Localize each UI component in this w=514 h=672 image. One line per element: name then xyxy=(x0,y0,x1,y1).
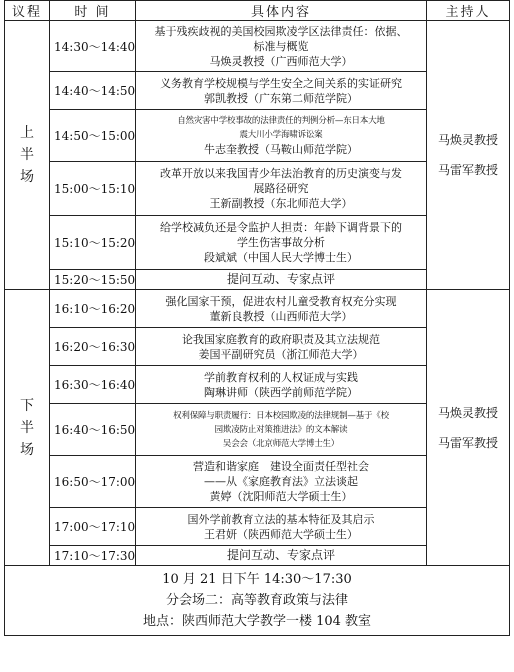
time-cell: 14:30～14:40 xyxy=(50,21,136,72)
footer-row xyxy=(5,566,510,636)
qa-break: 提问互动、专家点评 xyxy=(136,270,427,290)
header-session: 议程 xyxy=(5,1,50,21)
time-cell: 16:20～16:30 xyxy=(50,328,136,366)
time-cell: 15:20～15:50 xyxy=(50,270,136,290)
content-cell: 给学校减负还是令监护人担责：年龄下调背景下的 学生伤害事故分析 段斌斌（中国人民大学博士生） xyxy=(136,216,427,270)
host-name: 马雷军教授 xyxy=(437,435,498,450)
content-cell: 义务教育学校规模与学生安全之间关系的实证研究 郭凯教授（广东第二师范学院） xyxy=(136,72,427,110)
agenda-sheet xyxy=(4,0,509,668)
time-cell: 16:30～16:40 xyxy=(50,366,136,404)
host-name: 马焕灵教授 xyxy=(437,133,498,147)
content-cell: 强化国家干预，促进农村儿童受教育权充分实现 董新良教授（山西师范大学） xyxy=(136,290,427,328)
content-cell: 自然灾害中学校事故的法律责任的判例分析—东日本大地 震大川小学海啸诉讼案 牛志奎教授（马鞍山师范学院） xyxy=(136,110,427,162)
time-cell: 16:50～17:00 xyxy=(50,456,136,508)
time-cell: 16:40～16:50 xyxy=(50,404,136,456)
content-cell: 国外学前教育立法的基本特征及其启示 王君妍（陕西师范大学硕士生） xyxy=(136,508,427,546)
table-row xyxy=(5,21,510,72)
footer-location: 地点：陕西师范大学教学一楼 104 教室 xyxy=(142,614,372,629)
content-cell: 营造和谐家庭 建设全面责任型社会 ——从《家庭教育法》立法谈起 黄婷（沈阳师范大学硕士生） xyxy=(136,456,427,508)
time-cell: 15:00～15:10 xyxy=(50,162,136,216)
time-cell: 15:10～15:20 xyxy=(50,216,136,270)
session-pm-label: 下 半 场 xyxy=(5,290,50,566)
qa-break: 提问互动、专家点评 xyxy=(136,546,427,566)
content-cell: 改革开放以来我国青少年法治教育的历史演变与发 展路径研究 王新副教授（东北师范大学） xyxy=(136,162,427,216)
table-row xyxy=(5,290,510,328)
footer-venue: 分会场二：高等教育政策与法律 xyxy=(165,593,348,608)
footer-datetime: 10 月 21 日下午 14:30～17:30 xyxy=(162,572,352,587)
time-cell: 14:50～15:00 xyxy=(50,110,136,162)
host-pm xyxy=(427,290,510,566)
time-cell: 17:10～17:30 xyxy=(50,546,136,566)
content-cell: 学前教育权利的人权证成与实践 陶琳讲师（陕西学前师范学院） xyxy=(136,366,427,404)
agenda-table xyxy=(4,0,510,636)
host-name: 马雷军教授 xyxy=(437,163,498,177)
header-row xyxy=(5,1,510,21)
host-am xyxy=(427,21,510,290)
content-cell: 基于残疾歧视的美国校园欺凌学区法律责任：依据、 标准与概览 马焕灵教授（广西师范大学） xyxy=(136,21,427,72)
time-cell: 17:00～17:10 xyxy=(50,508,136,546)
header-host: 主持人 xyxy=(427,1,510,21)
host-name: 马焕灵教授 xyxy=(437,405,498,420)
header-content: 具体内容 xyxy=(136,1,427,21)
time-cell: 16:10～16:20 xyxy=(50,290,136,328)
time-cell: 14:40～14:50 xyxy=(50,72,136,110)
header-time: 时 间 xyxy=(50,1,136,21)
content-cell: 论我国家庭教育的政府职责及其立法规范 姜国平副研究员（浙江师范大学） xyxy=(136,328,427,366)
content-cell: 权利保障与职责履行：日本校园欺凌的法律规制—基于《校 园欺凌防止对策推进法》的文本解读 吴会会（北京师范大学博士生） xyxy=(136,404,427,456)
session-am-label: 上 半 场 xyxy=(5,21,50,290)
footer-info xyxy=(5,566,510,636)
